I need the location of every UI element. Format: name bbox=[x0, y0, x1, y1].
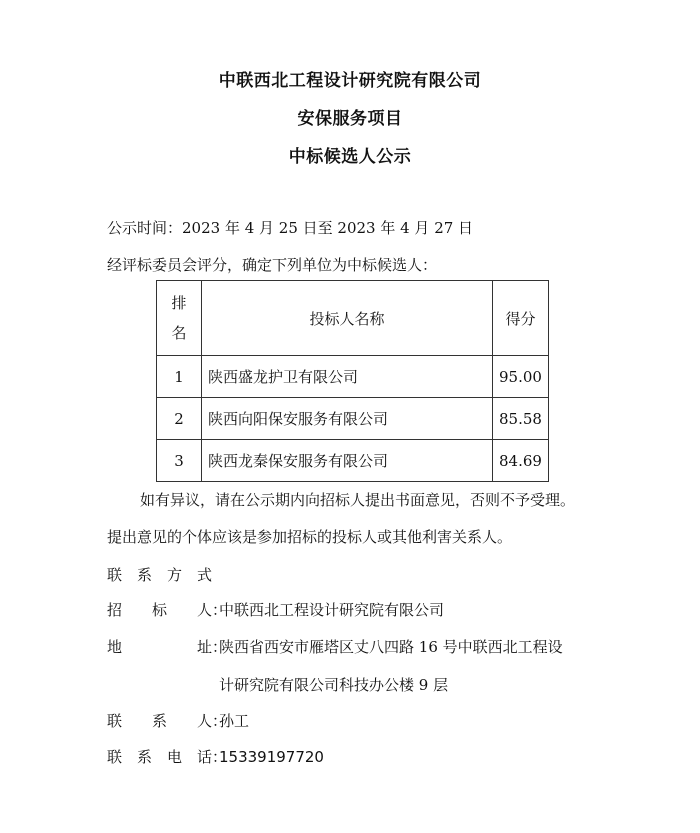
bidder-name-cell: 陕西盛龙护卫有限公司 bbox=[202, 356, 493, 398]
phone-value: 15339197720 bbox=[219, 748, 324, 766]
rank-header bbox=[157, 281, 202, 356]
project-title: 安保服务项目 bbox=[297, 109, 403, 129]
contact-person-line bbox=[107, 710, 249, 731]
table-row bbox=[157, 398, 549, 440]
company-title: 中联西北工程设计研究院有限公司 bbox=[218, 71, 482, 91]
address-label: 地 址： bbox=[107, 638, 228, 656]
rank-cell: 1 bbox=[157, 356, 202, 398]
notice-intro: 经评标委员会评分，确定下列单位为中标候选人： bbox=[107, 256, 438, 274]
bidder-name-cell: 陕西龙秦保安服务有限公司 bbox=[202, 440, 493, 482]
rank-cell: 2 bbox=[157, 398, 202, 440]
notice-title: 中标候选人公示 bbox=[288, 147, 412, 167]
contact-person-value: 孙工 bbox=[219, 712, 250, 730]
phone-line bbox=[107, 746, 324, 767]
rank-header-top: 排 bbox=[171, 294, 187, 312]
address-value-1: 陕西省西安市雁塔区丈八四路 16 号中联西北工程设 bbox=[219, 638, 563, 656]
table-row bbox=[157, 440, 549, 482]
score-cell: 85.58 bbox=[493, 398, 549, 440]
table-row bbox=[157, 356, 549, 398]
rank-cell: 3 bbox=[157, 440, 202, 482]
address-value-2: 计研究院有限公司科技办公楼 9 层 bbox=[219, 676, 449, 694]
score-header: 得分 bbox=[493, 281, 549, 356]
tenderer-label: 招 标 人： bbox=[107, 601, 228, 619]
phone-label: 联 系 电 话： bbox=[107, 748, 228, 766]
name-header: 投标人名称 bbox=[202, 281, 493, 356]
contact-person-label: 联 系 人： bbox=[107, 712, 228, 730]
notice-period: 公示时间：2023 年 4 月 25 日至 2023 年 4 月 27 日 bbox=[107, 219, 474, 237]
objection-line-2: 提出意见的个体应该是参加招标的投标人或其他利害关系人。 bbox=[107, 528, 513, 546]
tenderer-value: 中联西北工程设计研究院有限公司 bbox=[219, 601, 445, 619]
contact-heading: 联 系 方 式 bbox=[107, 566, 213, 584]
objection-line-1: 如有异议，请在公示期内向招标人提出书面意见，否则不予受理。 bbox=[140, 491, 576, 509]
tenderer-line bbox=[107, 599, 444, 620]
table-header-row bbox=[157, 281, 549, 356]
rank-header-bottom: 名 bbox=[171, 324, 187, 342]
score-cell: 95.00 bbox=[493, 356, 549, 398]
candidate-table bbox=[156, 280, 549, 482]
bidder-name-cell: 陕西向阳保安服务有限公司 bbox=[202, 398, 493, 440]
score-cell: 84.69 bbox=[493, 440, 549, 482]
address-line bbox=[107, 636, 563, 657]
